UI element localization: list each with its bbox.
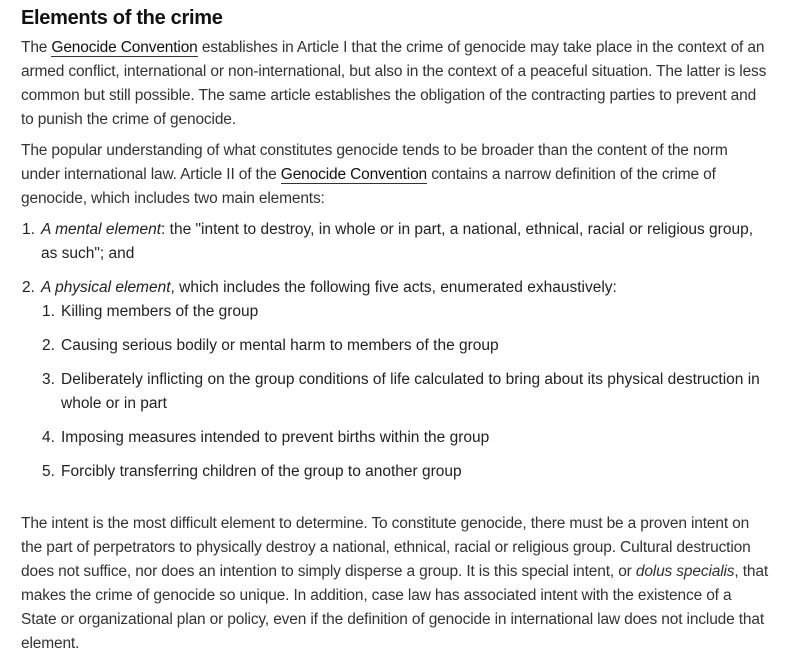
act-text: Imposing measures intended to prevent births within the group — [61, 429, 490, 446]
list-item-act — [42, 426, 768, 450]
acts-list — [41, 300, 768, 484]
list-item-mental-element — [22, 218, 768, 266]
paragraph-context — [21, 36, 768, 132]
act-text: Killing members of the group — [61, 303, 259, 320]
act-text: Forcibly transferring children of the group to another group — [61, 463, 462, 480]
list-number: 3. — [42, 371, 55, 388]
elements-list — [21, 218, 768, 484]
paragraph-text: establishes in Article I that the crime of genocide may take place in the context of an armed conflict, international or non-international, but also in the context of a peaceful situation. The latter is less common but still possible. The same article establishes the obligation of the contracting parties to prevent and to punish the crime of genocide. — [21, 39, 767, 128]
list-number: 2. — [42, 337, 55, 354]
list-number: 4. — [42, 429, 55, 446]
element-term: A physical element — [41, 279, 171, 296]
paragraph-text: The — [21, 39, 52, 56]
list-number: 1. — [42, 303, 55, 320]
list-item-act — [42, 300, 768, 324]
paragraph-text: , that makes the crime of genocide so unique. In addition, case law has associated intent with the existence of a State or organizational plan or policy, even if the definition of genocide in international law does not include that element. — [21, 563, 768, 652]
list-item-physical-element — [22, 276, 768, 484]
element-term: A mental element — [41, 221, 162, 238]
list-item-act — [42, 460, 768, 484]
element-description: , which includes the following five acts, enumerated exhaustively: — [170, 279, 617, 296]
section-heading: Elements of the crime — [21, 7, 223, 29]
latin-term: dolus specialis — [635, 563, 735, 580]
genocide-convention-link[interactable]: Genocide Convention — [280, 166, 428, 183]
paragraph-text: The popular understanding of what constitutes genocide tends to be broader than the content of the norm under international law. Article II of the — [21, 142, 728, 183]
list-item-act — [42, 334, 768, 358]
list-number: 5. — [42, 463, 55, 480]
spacer — [21, 494, 768, 512]
paragraph-intent — [21, 512, 768, 656]
list-number: 1. — [22, 221, 35, 238]
paragraph-definition — [21, 139, 768, 211]
list-number: 2. — [22, 279, 35, 296]
paragraph-text: contains a narrow definition of the crime of genocide, which includes two main elements: — [21, 166, 716, 207]
list-item-act — [42, 368, 768, 416]
element-description: : the "intent to destroy, in whole or in part, a national, ethnical, racial or religious group, as such"; and — [41, 221, 754, 262]
genocide-convention-link[interactable]: Genocide Convention — [51, 39, 198, 56]
act-text: Causing serious bodily or mental harm to members of the group — [61, 337, 499, 354]
paragraph-text: The intent is the most difficult element to determine. To constitute genocide, there must be a proven intent on the part of perpetrators to physically destroy a national, ethnical, racial or religious group. Cultural destruction does not suffice, nor does an intention to simply disperse a group. It is this special intent, or — [21, 515, 751, 580]
act-text: Deliberately inflicting on the group conditions of life calculated to bring about its physical destruction in whole or in part — [61, 371, 760, 412]
